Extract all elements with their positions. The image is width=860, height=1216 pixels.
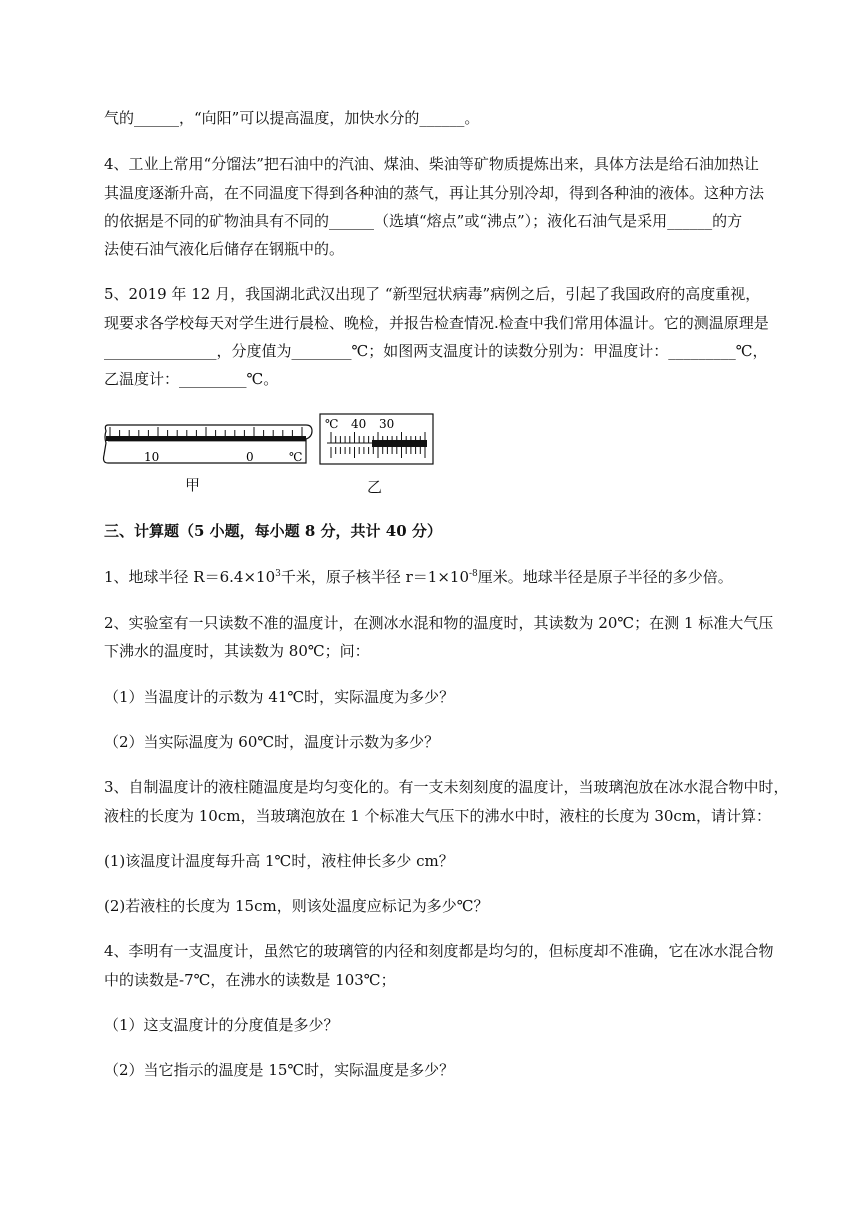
- question-3-tail: 气的______，“向阳”可以提高温度，加快水分的______。: [104, 109, 480, 127]
- question-5-line-2: 现要求各学校每天对学生进行晨检、晚检，并报告检查情况.检查中我们常用体温计。它的测温原理是: [104, 314, 769, 332]
- section-3-heading: 三、计算题（5 小题，每小题 8 分，共计 40 分）: [104, 522, 442, 540]
- question-4-line-4: 法使石油气液化后储存在钢瓶中的。: [104, 240, 345, 258]
- question-5-line-4: 乙温度计：_________℃。: [104, 370, 279, 388]
- thermometer-jia-figure: [100, 415, 315, 467]
- thermometer-jia-label-10: 10: [144, 450, 160, 464]
- question-5-line-1: 5、2019 年 12 月，我国湖北武汉出现了 “新型冠状病毒”病例之后，引起了我国政府的高度重视，: [104, 285, 761, 303]
- calc-question-2-line-1: 2、实验室有一只读数不准的温度计，在测冰水混和物的温度时，其读数为 20℃；在测 1 标准大气压: [104, 614, 774, 632]
- question-4-line-3: 的依据是不同的矿物油具有不同的______（选填“熔点”或“沸点”）；液化石油气是采用______的方: [104, 212, 743, 230]
- figure-caption-yi: 乙: [367, 478, 383, 496]
- question-4-line-2: 其温度逐渐升高，在不同温度下得到各种油的蒸气，再让其分别冷却，得到各种油的液体。这种方法: [104, 184, 765, 202]
- calc-question-3-sub-1: (1)该温度计温度每升高 1℃时，液柱伸长多少 cm？: [104, 852, 454, 870]
- calc-question-3-sub-2: (2)若液柱的长度为 15cm，则该处温度应标记为多少℃？: [104, 897, 489, 915]
- thermometer-jia-column: [106, 436, 306, 441]
- calc-question-4-line-1: 4、李明有一支温度计，虽然它的玻璃管的内径和刻度都是均匀的，但标度却不准确，它在冰水混合物: [104, 942, 774, 960]
- calc-question-2-line-2: 下沸水的温度时，其读数为 80℃；问：: [104, 642, 370, 660]
- calc-question-4-line-2: 中的读数是-7℃，在沸水的读数是 103℃；: [104, 971, 396, 989]
- calc-1-text-b: 千米，原子核半径 r＝1×10: [280, 568, 469, 586]
- calc-1-exponent-a: 3: [275, 569, 281, 579]
- thermometer-yi-label-40: 40: [351, 417, 367, 431]
- figure-caption-jia: 甲: [185, 476, 201, 494]
- calc-question-2-sub-1: （1）当温度计的示数为 41℃时，实际温度为多少？: [104, 688, 455, 706]
- calc-question-3-line-1: 3、自制温度计的液柱随温度是均匀变化的。有一支未刻刻度的温度计，当玻璃泡放在冰水混合物中时，: [104, 778, 789, 796]
- thermometer-yi-column: [372, 440, 427, 447]
- calc-question-4-sub-2: （2）当它指示的温度是 15℃时，实际温度是多少？: [104, 1061, 455, 1079]
- question-4-line-1: 4、工业上常用“分馏法”把石油中的汽油、煤油、柴油等矿物质提炼出来，具体方法是给石油加热让: [104, 155, 759, 173]
- calc-question-2-sub-2: （2）当实际温度为 60℃时，温度计示数为多少？: [104, 733, 440, 751]
- thermometer-yi-unit: ℃: [325, 417, 339, 431]
- calc-1-text-c: 厘米。地球半径是原子半径的多少倍。: [477, 568, 733, 586]
- calc-1-text-a: 1、地球半径 R＝6.4×10: [104, 568, 276, 586]
- thermometer-jia-unit: ℃: [289, 450, 303, 464]
- calc-question-1: [104, 566, 733, 588]
- thermometer-yi-figure: [319, 413, 434, 465]
- question-5-line-3: _______________，分度值为________℃；如图两支温度计的读数分别为：甲温度计：_________℃，: [104, 342, 768, 360]
- thermometer-jia-tube: [104, 425, 313, 463]
- calc-question-3-line-2: 液柱的长度为 10cm，当玻璃泡放在 1 个标准大气压下的沸水中时，液柱的长度为 30cm，请计算：: [104, 807, 772, 825]
- calc-1-exponent-b: -8: [469, 569, 478, 579]
- thermometer-jia-label-0: 0: [246, 450, 254, 464]
- calc-question-4-sub-1: （1）这支温度计的分度值是多少？: [104, 1016, 339, 1034]
- thermometer-yi-label-30: 30: [379, 417, 395, 431]
